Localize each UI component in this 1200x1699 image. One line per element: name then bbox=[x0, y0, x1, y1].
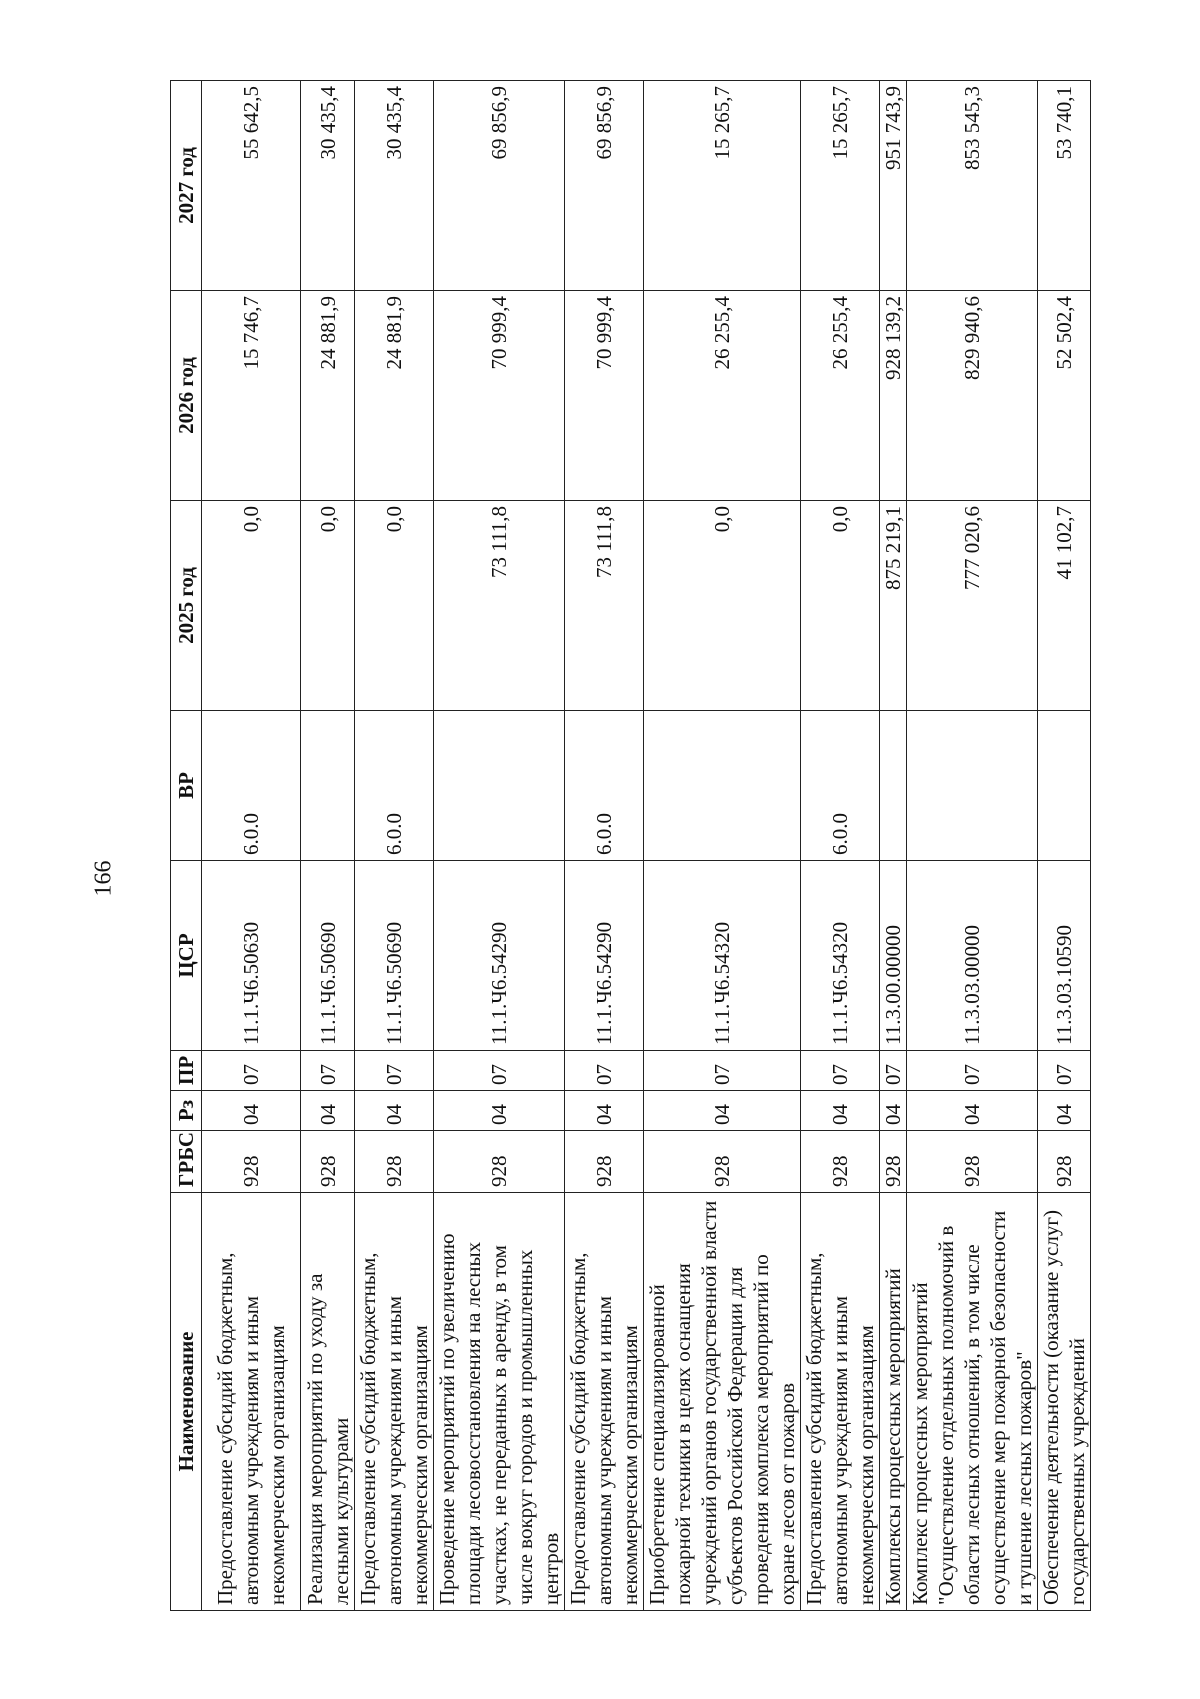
cell-rz: 04 bbox=[907, 1091, 1038, 1131]
cell-csr: 11.1.Ч6.50630 bbox=[202, 861, 301, 1051]
cell-grbs: 928 bbox=[434, 1131, 565, 1193]
cell-pr: 07 bbox=[801, 1051, 880, 1091]
cell-pr: 07 bbox=[1038, 1051, 1091, 1091]
header-grbs: ГРБС bbox=[171, 1131, 202, 1193]
cell-csr: 11.3.03.10590 bbox=[1038, 861, 1091, 1051]
cell-vr: 6.0.0 bbox=[202, 711, 301, 861]
cell-csr: 11.3.03.00000 bbox=[907, 861, 1038, 1051]
cell-csr: 11.1.Ч6.54320 bbox=[801, 861, 880, 1051]
cell-rz: 04 bbox=[301, 1091, 355, 1131]
cell-2026: 928 139,2 bbox=[880, 291, 907, 501]
cell-pr: 07 bbox=[202, 1051, 301, 1091]
header-2025: 2025 год bbox=[171, 501, 202, 711]
cell-pr: 07 bbox=[880, 1051, 907, 1091]
cell-name: Комплексы процессных мероприятий bbox=[880, 1193, 907, 1611]
table-row bbox=[880, 81, 907, 1611]
cell-vr: 6.0.0 bbox=[355, 711, 434, 861]
table-row bbox=[434, 81, 565, 1611]
cell-2025: 0,0 bbox=[301, 501, 355, 711]
table-row bbox=[644, 81, 801, 1611]
cell-2027: 30 435,4 bbox=[301, 81, 355, 291]
cell-vr bbox=[907, 711, 1038, 861]
cell-grbs: 928 bbox=[301, 1131, 355, 1193]
cell-2027: 69 856,9 bbox=[434, 81, 565, 291]
cell-2026: 70 999,4 bbox=[434, 291, 565, 501]
cell-grbs: 928 bbox=[644, 1131, 801, 1193]
cell-rz: 04 bbox=[1038, 1091, 1091, 1131]
cell-grbs: 928 bbox=[907, 1131, 1038, 1193]
cell-grbs: 928 bbox=[202, 1131, 301, 1193]
page-number: 166 bbox=[90, 860, 117, 897]
table-row bbox=[1038, 81, 1091, 1611]
cell-2027: 55 642,5 bbox=[202, 81, 301, 291]
cell-2026: 829 940,6 bbox=[907, 291, 1038, 501]
cell-grbs: 928 bbox=[565, 1131, 644, 1193]
cell-2026: 26 255,4 bbox=[801, 291, 880, 501]
cell-2026: 15 746,7 bbox=[202, 291, 301, 501]
cell-pr: 07 bbox=[434, 1051, 565, 1091]
cell-csr: 11.1.Ч6.50690 bbox=[301, 861, 355, 1051]
cell-2025: 0,0 bbox=[644, 501, 801, 711]
cell-2025: 41 102,7 bbox=[1038, 501, 1091, 711]
cell-2026: 24 881,9 bbox=[355, 291, 434, 501]
header-csr: ЦСР bbox=[171, 861, 202, 1051]
cell-grbs: 928 bbox=[880, 1131, 907, 1193]
cell-name: Обеспечение деятельности (оказание услуг) государственных учреждений bbox=[1038, 1193, 1091, 1611]
cell-name: Комплекс процессных мероприятий "Осуществление отдельных полномочий в области лесных отношений, в том числе осуществление мер пожарной безопасности и тушение лесных пожаров" bbox=[907, 1193, 1038, 1611]
cell-rz: 04 bbox=[565, 1091, 644, 1131]
cell-vr bbox=[880, 711, 907, 861]
header-rz: Рз bbox=[171, 1091, 202, 1131]
cell-vr bbox=[1038, 711, 1091, 861]
cell-rz: 04 bbox=[355, 1091, 434, 1131]
cell-pr: 07 bbox=[644, 1051, 801, 1091]
cell-name: Предоставление субсидий бюджетным, автономным учреждениям и иным некоммерческим организациям bbox=[565, 1193, 644, 1611]
cell-vr bbox=[644, 711, 801, 861]
header-2027: 2027 год bbox=[171, 81, 202, 291]
cell-2025: 0,0 bbox=[355, 501, 434, 711]
cell-rz: 04 bbox=[202, 1091, 301, 1131]
cell-vr bbox=[434, 711, 565, 861]
cell-csr: 11.1.Ч6.54290 bbox=[565, 861, 644, 1051]
table-row bbox=[565, 81, 644, 1611]
cell-2026: 26 255,4 bbox=[644, 291, 801, 501]
header-name: Наименование bbox=[171, 1193, 202, 1611]
cell-pr: 07 bbox=[355, 1051, 434, 1091]
cell-name: Проведение мероприятий по увеличению площади лесовосстановления на лесных участках, не переданных в аренду, в том числе вокруг городов и промышленных центров bbox=[434, 1193, 565, 1611]
cell-csr: 11.1.Ч6.54290 bbox=[434, 861, 565, 1051]
table-row bbox=[355, 81, 434, 1611]
table-row bbox=[301, 81, 355, 1611]
budget-table bbox=[170, 80, 1091, 1611]
cell-2027: 30 435,4 bbox=[355, 81, 434, 291]
cell-vr: 6.0.0 bbox=[565, 711, 644, 861]
cell-2025: 73 111,8 bbox=[565, 501, 644, 711]
cell-2027: 69 856,9 bbox=[565, 81, 644, 291]
cell-2027: 15 265,7 bbox=[644, 81, 801, 291]
rotated-table-wrapper bbox=[170, 81, 1089, 1611]
header-vr: ВР bbox=[171, 711, 202, 861]
cell-2027: 15 265,7 bbox=[801, 81, 880, 291]
cell-2026: 52 502,4 bbox=[1038, 291, 1091, 501]
cell-2027: 951 743,9 bbox=[880, 81, 907, 291]
cell-2025: 0,0 bbox=[801, 501, 880, 711]
cell-name: Предоставление субсидий бюджетным, автономным учреждениям и иным некоммерческим организациям bbox=[801, 1193, 880, 1611]
cell-grbs: 928 bbox=[801, 1131, 880, 1193]
cell-rz: 04 bbox=[880, 1091, 907, 1131]
cell-pr: 07 bbox=[907, 1051, 1038, 1091]
cell-name: Реализация мероприятий по уходу за лесными культурами bbox=[301, 1193, 355, 1611]
cell-grbs: 928 bbox=[355, 1131, 434, 1193]
cell-csr: 11.1.Ч6.54320 bbox=[644, 861, 801, 1051]
cell-name: Предоставление субсидий бюджетным, автономным учреждениям и иным некоммерческим организациям bbox=[202, 1193, 301, 1611]
cell-vr: 6.0.0 bbox=[801, 711, 880, 861]
cell-2025: 875 219,1 bbox=[880, 501, 907, 711]
cell-2026: 24 881,9 bbox=[301, 291, 355, 501]
cell-2025: 0,0 bbox=[202, 501, 301, 711]
cell-rz: 04 bbox=[644, 1091, 801, 1131]
table-row bbox=[202, 81, 301, 1611]
table-row bbox=[907, 81, 1038, 1611]
cell-csr: 11.1.Ч6.50690 bbox=[355, 861, 434, 1051]
cell-2026: 70 999,4 bbox=[565, 291, 644, 501]
cell-pr: 07 bbox=[301, 1051, 355, 1091]
table-row bbox=[801, 81, 880, 1611]
table-body bbox=[202, 81, 1091, 1611]
cell-2027: 53 740,1 bbox=[1038, 81, 1091, 291]
cell-rz: 04 bbox=[801, 1091, 880, 1131]
cell-pr: 07 bbox=[565, 1051, 644, 1091]
header-2026: 2026 год bbox=[171, 291, 202, 501]
cell-vr bbox=[301, 711, 355, 861]
cell-grbs: 928 bbox=[1038, 1131, 1091, 1193]
table-header-row bbox=[171, 81, 202, 1611]
header-pr: ПР bbox=[171, 1051, 202, 1091]
cell-2025: 777 020,6 bbox=[907, 501, 1038, 711]
cell-name: Предоставление субсидий бюджетным, автономным учреждениям и иным некоммерческим организациям bbox=[355, 1193, 434, 1611]
cell-2025: 73 111,8 bbox=[434, 501, 565, 711]
cell-2027: 853 545,3 bbox=[907, 81, 1038, 291]
cell-csr: 11.3.00.00000 bbox=[880, 861, 907, 1051]
cell-rz: 04 bbox=[434, 1091, 565, 1131]
cell-name: Приобретение специализированной пожарной техники в целях оснащения учреждений органов государственной власти субъектов Российской Федерации для проведения комплекса мероприятий по охране лесов от пожаров bbox=[644, 1193, 801, 1611]
